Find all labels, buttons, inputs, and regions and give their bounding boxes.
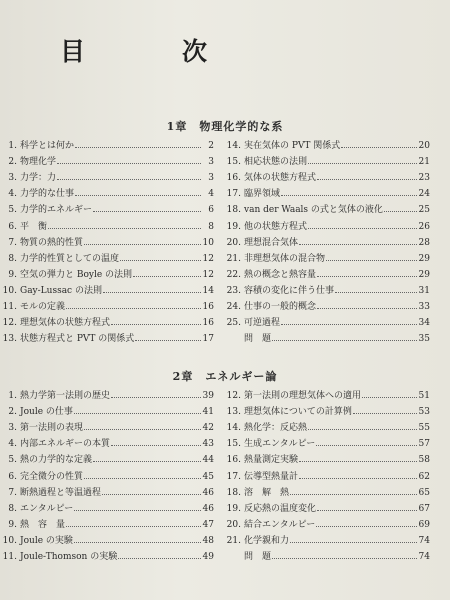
leader-dots: [335, 292, 417, 293]
toc-entry-title: 平 衡: [20, 221, 48, 232]
toc-entry-number: 9.: [8, 519, 17, 530]
toc-entry-title: 物質の熱的性質: [20, 237, 84, 248]
toc-entry: [224, 253, 430, 265]
toc-entry-number: 24.: [226, 302, 241, 312]
toc-entry-page: 42: [202, 423, 214, 434]
leader-dots: [290, 542, 417, 543]
toc-entry-number: 15.: [226, 157, 241, 168]
leader-dots: [66, 526, 201, 527]
toc-entry-title: 熱化学：反応熱: [244, 423, 308, 434]
leader-dots: [316, 445, 417, 446]
toc-entry-number: 17.: [226, 471, 241, 482]
leader-dots: [93, 211, 201, 212]
toc-entry-page: 43: [202, 439, 214, 450]
toc-entry: [0, 438, 214, 450]
toc-entry-page: 2: [208, 141, 214, 151]
leader-dots: [111, 324, 201, 325]
toc-entry-number: 11.: [2, 302, 17, 312]
toc-entry-page: 31: [418, 285, 430, 296]
toc-entry-page: 33: [418, 302, 430, 312]
toc-entry-title: 相応状態の法則: [244, 157, 308, 168]
toc-entry-page: 62: [418, 471, 430, 482]
toc-entry-title: 力学：力: [20, 173, 57, 184]
toc-entry: [0, 471, 214, 483]
toc-entry-title: 生成エンタルピー: [244, 439, 316, 450]
toc-entry: [0, 317, 214, 329]
toc-entry-page: 41: [202, 407, 214, 418]
toc-entry-title: 化学親和力: [244, 535, 290, 546]
toc-entry: [224, 454, 430, 466]
leader-dots: [111, 397, 201, 398]
toc-entry-title: 結合エンタルピー: [244, 519, 316, 530]
toc-entry-title: 熱 容 量: [20, 519, 66, 530]
toc-entry-number: 25.: [226, 318, 241, 329]
leader-dots: [299, 244, 417, 245]
toc-entry: [224, 422, 430, 434]
toc-entry-number: 13.: [226, 407, 241, 418]
toc-entry-number: 9.: [8, 269, 17, 280]
toc-entry-title: Joule-Thomson の実験: [20, 552, 118, 562]
toc-entry-title: 熱量測定実験: [244, 455, 299, 466]
toc-entry-title: 反応熱の温度変化: [244, 503, 317, 514]
toc-entry-page: 57: [418, 439, 430, 450]
chapter-1-heading: 1章 物理化学的な系: [166, 120, 284, 133]
leader-dots: [353, 413, 417, 414]
toc-entry-page: 46: [202, 487, 214, 498]
toc-entry: [224, 317, 430, 329]
leader-dots: [75, 147, 201, 148]
toc-entry-title: モルの定義: [20, 302, 66, 312]
toc-entry-number: 10.: [2, 535, 17, 546]
toc-entry-title: 第一法則の理想気体への適用: [244, 391, 362, 401]
toc-entry-page: 74: [418, 535, 430, 546]
leader-dots: [299, 461, 417, 462]
toc-entry-title: 力学的な仕事: [20, 189, 75, 200]
toc-entry-page: 16: [202, 318, 214, 329]
toc-entry-number: 22.: [226, 269, 241, 280]
leader-dots: [118, 558, 201, 559]
toc-entry-page: 25: [418, 205, 430, 216]
toc-entry-title: 理想気体の状態方程式: [20, 318, 111, 329]
toc-entry: [0, 422, 214, 434]
toc-entry-number: 23.: [226, 285, 241, 296]
toc-entry-page: 29: [418, 269, 430, 280]
toc-entry-title: Gay-Lussac の法則: [20, 285, 102, 296]
toc-entry-page: 16: [202, 302, 214, 312]
toc-entry-title: 物理化学: [20, 157, 57, 168]
toc-entry-number: 19.: [226, 503, 241, 514]
toc-entry-page: 55: [418, 423, 430, 434]
toc-entry-number: 1.: [8, 141, 17, 151]
toc-entry: [0, 204, 214, 216]
toc-entry-number: 1.: [8, 391, 17, 401]
toc-entry-number: 2.: [8, 157, 17, 168]
toc-entry-page: 6: [208, 205, 214, 216]
toc-entry-title: 完全微分の性質: [20, 471, 84, 482]
leader-dots: [317, 308, 417, 309]
leader-dots: [272, 558, 417, 559]
toc-entry-number: 17.: [226, 189, 241, 200]
toc-entry: [0, 535, 214, 547]
toc-entry-number: 21.: [226, 535, 241, 546]
toc-entry-page: 46: [202, 503, 214, 514]
leader-dots: [317, 510, 417, 511]
toc-entry-page: 51: [418, 391, 430, 401]
toc-entry-page: 14: [202, 285, 214, 296]
toc-entry-number: 6.: [8, 471, 17, 482]
toc-entry-page: 4: [208, 189, 214, 200]
toc-entry-title: 内部エネルギーの本質: [20, 439, 111, 450]
toc-entry-title: 伝導型熱量計: [244, 471, 299, 482]
leader-dots: [308, 228, 417, 229]
toc-entry-title: 仕事の一般的概念: [244, 302, 317, 312]
toc-entry: [224, 333, 430, 345]
leader-dots: [272, 340, 417, 341]
toc-entry-page: 17: [202, 334, 214, 345]
toc-entry-title: 力学的性質としての温度: [20, 253, 120, 264]
toc-entry-page: 23: [418, 173, 430, 184]
leader-dots: [362, 397, 417, 398]
leader-dots: [120, 260, 201, 261]
toc-entry-title: 容積の変化に伴う仕事: [244, 285, 335, 296]
toc-entry-page: 20: [418, 141, 430, 151]
toc-entry-title: 熱力学第一法則の歴史: [20, 391, 111, 401]
toc-entry-number: 5.: [8, 205, 17, 216]
toc-entry-page: 3: [208, 157, 214, 168]
leader-dots: [299, 478, 417, 479]
toc-entry: [224, 535, 430, 547]
toc-entry: [224, 390, 430, 402]
toc-entry-page: 53: [418, 407, 430, 418]
toc-entry-title: 理想気体についての計算例: [244, 407, 352, 418]
toc-entry: [224, 406, 430, 418]
toc-entry-page: 47: [202, 519, 214, 530]
toc-entry: [224, 519, 430, 531]
leader-dots: [102, 494, 201, 495]
toc-entry-page: 12: [202, 253, 214, 264]
toc-entry: [224, 156, 430, 168]
toc-entry-title: 問 題: [244, 334, 272, 345]
leader-dots: [133, 276, 201, 277]
toc-entry-page: 49: [202, 552, 214, 562]
leader-dots: [281, 195, 417, 196]
toc-entry-page: 26: [418, 221, 430, 232]
toc-entry-number: 14.: [226, 423, 241, 434]
toc-entry: [0, 406, 214, 418]
leader-dots: [57, 163, 201, 164]
toc-entry-number: 11.: [2, 552, 17, 562]
toc-entry-number: 18.: [226, 205, 241, 216]
leader-dots: [308, 163, 417, 164]
chapter-2-heading: 2章 エネルギー論: [172, 370, 278, 383]
toc-entry-title: 空気の弾力と Boyle の法則: [20, 269, 133, 280]
toc-entry-number: 7.: [8, 237, 17, 248]
toc-entry-page: 3: [208, 173, 214, 184]
toc-entry-number: 21.: [226, 253, 241, 264]
leader-dots: [317, 179, 417, 180]
toc-entry-number: 20.: [226, 237, 241, 248]
leader-dots: [84, 429, 201, 430]
toc-entry: [0, 333, 214, 345]
toc-entry: [0, 519, 214, 531]
toc-entry: [224, 221, 430, 233]
toc-entry-page: 24: [418, 189, 430, 200]
toc-entry: [224, 172, 430, 184]
toc-entry-page: 69: [418, 519, 430, 530]
leader-dots: [57, 179, 201, 180]
toc-entry-number: 3.: [8, 173, 17, 184]
toc-entry-title: 理想混合気体: [244, 237, 299, 248]
toc-entry-page: 12: [202, 269, 214, 280]
toc-entry-title: 第一法則の表現: [20, 423, 84, 434]
toc-entry-title: 断熱過程と等温過程: [20, 487, 102, 498]
toc-entry-page: 34: [418, 318, 430, 329]
toc-entry: [0, 140, 214, 152]
toc-entry-page: 21: [418, 157, 430, 168]
toc-entry: [0, 301, 214, 313]
toc-entry-number: 8.: [8, 253, 17, 264]
toc-entry: [224, 438, 430, 450]
toc-entry: [224, 140, 430, 152]
toc-entry-title: エンタルピー: [20, 503, 74, 514]
leader-dots: [48, 228, 201, 229]
leader-dots: [66, 308, 201, 309]
toc-entry: [224, 188, 430, 200]
toc-entry-title: van der Waals の式と気体の液化: [244, 205, 383, 216]
toc-entry-number: 18.: [226, 487, 241, 498]
toc-entry: [0, 551, 214, 563]
leader-dots: [111, 445, 201, 446]
toc-entry-title: 熱の力学的な定義: [20, 455, 93, 466]
toc-entry-title: 溶 解 熱: [244, 487, 290, 498]
toc-entry: [224, 285, 430, 297]
toc-entry-title: 臨界領域: [244, 189, 281, 200]
toc-entry-number: 20.: [226, 519, 241, 530]
toc-entry: [0, 454, 214, 466]
toc-entry-number: 4.: [8, 439, 17, 450]
toc-entry-title: 気体の状態方程式: [244, 173, 317, 184]
toc-entry-title: 可逆過程: [244, 318, 281, 329]
toc-entry: [0, 188, 214, 200]
toc-entry-title: 力学的エネルギー: [20, 205, 93, 216]
toc-entry-page: 35: [418, 334, 430, 345]
toc-entry: [224, 471, 430, 483]
toc-entry: [0, 237, 214, 249]
toc-entry-number: 12.: [226, 391, 241, 401]
toc-entry: [0, 285, 214, 297]
toc-entry-title: 実在気体の PVT 関係式: [244, 141, 341, 151]
toc-entry-page: 65: [418, 487, 430, 498]
leader-dots: [290, 494, 417, 495]
toc-entry-page: 8: [208, 221, 214, 232]
toc-entry: [0, 390, 214, 402]
toc-entry: [0, 269, 214, 281]
toc-entry: [0, 487, 214, 499]
toc-entry-title: 問 題: [244, 552, 272, 562]
toc-entry-page: 67: [418, 503, 430, 514]
leader-dots: [74, 413, 201, 414]
toc-entry-page: 45: [202, 471, 214, 482]
toc-entry-page: 39: [202, 391, 214, 401]
toc-entry-page: 74: [418, 552, 430, 562]
leader-dots: [84, 478, 201, 479]
toc-entry: [0, 156, 214, 168]
leader-dots: [341, 147, 417, 148]
toc-entry-page: 44: [202, 455, 214, 466]
leader-dots: [93, 461, 201, 462]
toc-entry-number: 10.: [2, 285, 17, 296]
leader-dots: [281, 324, 417, 325]
toc-entry-number: 3.: [8, 423, 17, 434]
toc-entry-number: 15.: [226, 439, 241, 450]
toc-entry-title: Joule の仕事: [20, 407, 73, 418]
leader-dots: [384, 211, 417, 212]
toc-entry-page: 28: [418, 237, 430, 248]
toc-entry: [0, 172, 214, 184]
toc-entry-page: 48: [202, 535, 214, 546]
leader-dots: [316, 526, 417, 527]
toc-entry-number: 16.: [226, 173, 241, 184]
leader-dots: [308, 429, 417, 430]
toc-entry: [0, 221, 214, 233]
toc-entry-number: 7.: [8, 487, 17, 498]
toc-entry-number: 4.: [8, 189, 17, 200]
toc-entry-title: 科学とは何か: [20, 141, 75, 151]
leader-dots: [317, 276, 417, 277]
toc-entry-title: Joule の実験: [20, 535, 73, 546]
toc-entry: [224, 204, 430, 216]
toc-entry-page: 10: [202, 237, 214, 248]
leader-dots: [74, 510, 201, 511]
toc-entry-number: 6.: [8, 221, 17, 232]
toc-entry: [224, 301, 430, 313]
toc-entry: [224, 269, 430, 281]
toc-entry-title: 熱の概念と熱容量: [244, 269, 317, 280]
toc-entry-number: 13.: [2, 334, 17, 345]
toc-entry: [0, 503, 214, 515]
toc-entry-number: 16.: [226, 455, 241, 466]
leader-dots: [74, 542, 201, 543]
toc-entry-number: 5.: [8, 455, 17, 466]
leader-dots: [326, 260, 417, 261]
toc-entry-number: 12.: [2, 318, 17, 329]
leader-dots: [84, 244, 201, 245]
toc-entry: [224, 551, 430, 563]
toc-entry-title: 状態方程式と PVT の関係式: [20, 334, 135, 345]
toc-entry-number: 8.: [8, 503, 17, 514]
leader-dots: [103, 292, 201, 293]
leader-dots: [135, 340, 201, 341]
toc-entry: [0, 253, 214, 265]
toc-entry-number: 19.: [226, 221, 241, 232]
toc-entry: [224, 237, 430, 249]
toc-entry: [224, 503, 430, 515]
toc-entry-number: 14.: [226, 141, 241, 151]
page-title: 目 次: [60, 37, 244, 66]
leader-dots: [75, 195, 201, 196]
toc-entry-page: 58: [418, 455, 430, 466]
toc-entry: [224, 487, 430, 499]
toc-entry-title: 非理想気体の混合物: [244, 253, 326, 264]
toc-entry-title: 他の状態方程式: [244, 221, 308, 232]
toc-entry-number: 2.: [8, 407, 17, 418]
toc-entry-page: 29: [418, 253, 430, 264]
